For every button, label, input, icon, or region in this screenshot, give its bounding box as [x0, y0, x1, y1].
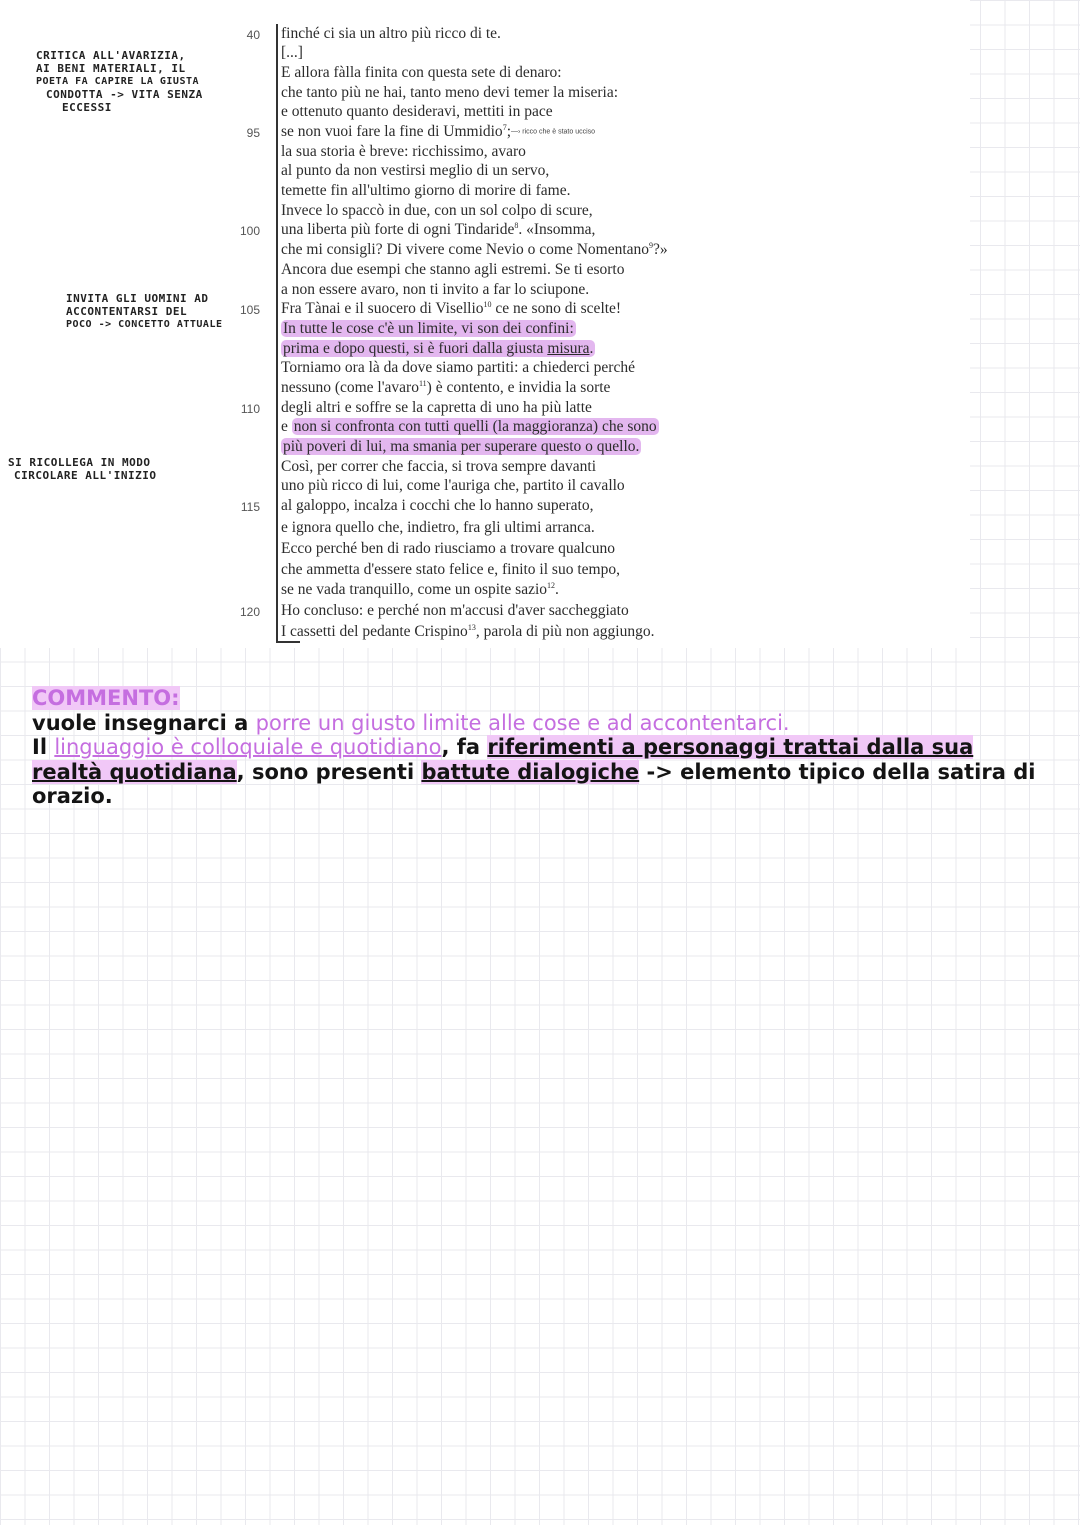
comment-text: -> elemento tipico della satira di — [639, 759, 1036, 784]
verse-line — [281, 378, 610, 398]
verse-bracket — [276, 200, 278, 642]
verse-line — [281, 437, 641, 457]
comment-heading — [32, 686, 1042, 711]
verse-line — [281, 122, 595, 142]
comment-line — [32, 760, 1042, 785]
note-line: POCO -> CONCETTO ATTUALE — [66, 319, 223, 330]
verse-line: che tanto più ne hai, tanto meno devi temer la miseria: — [281, 84, 619, 101]
verse-text: nessuno (come l'avaro — [281, 379, 419, 396]
note-line: CIRCOLARE ALL'INIZIO — [14, 469, 157, 482]
footnote-ref: 12 — [547, 580, 556, 590]
comment-block — [32, 686, 1042, 809]
comment-line — [32, 711, 1042, 736]
note-line: ACCONTENTARSI DEL — [66, 305, 188, 318]
verse-text: e — [281, 418, 292, 435]
verse-line — [281, 339, 595, 359]
highlighted-text — [281, 340, 595, 357]
footnote-ref: 8 — [514, 220, 519, 230]
verse-line: Ancora due esempi che stanno agli estremi. Se ti esorto — [281, 261, 625, 278]
comment-text: , fa — [441, 735, 488, 759]
note-line: CRITICA ALL'AVARIZIA, — [36, 49, 186, 62]
comment-highlight: realtà quotidiana — [32, 759, 237, 784]
margin-note-accontentarsi — [66, 292, 223, 331]
verse-line: E allora fàlla finita con questa sete di denaro: — [281, 64, 562, 81]
comment-text: vuole insegnarci a — [32, 710, 256, 735]
line-number: 120 — [239, 605, 260, 619]
underlined-word: misura — [547, 340, 590, 357]
verse-line: al galoppo, incalza i cocchi che lo hanno superato, — [281, 497, 594, 514]
note-line: POETA FA CAPIRE LA GIUSTA — [36, 76, 200, 87]
verse-text: . — [555, 581, 559, 598]
verse-text: ?» — [653, 241, 668, 258]
line-number: 40 — [246, 28, 260, 42]
handwritten-mini-note: —› ricco che è stato ucciso — [511, 128, 596, 136]
verse-line — [281, 417, 659, 437]
verse-line — [281, 622, 654, 642]
comment-text: , sono presenti — [236, 759, 422, 784]
verse-line: degli altri e soffre se la capretta di uno ha più latte — [281, 399, 592, 416]
highlighted-text: non si confronta con tutti quelli (la maggioranza) che sono — [293, 418, 657, 435]
verse-line: Ecco perché ben di rado riusciamo a trovare qualcuno — [281, 540, 615, 557]
line-number: 115 — [240, 500, 260, 514]
footnote-ref: 13 — [467, 622, 476, 632]
verse-text: ; — [506, 123, 511, 140]
verse-line: finché ci sia un altro più ricco di te. — [281, 25, 501, 42]
margin-note-circolare — [8, 456, 156, 482]
line-number: 95 — [246, 126, 260, 140]
footnote-ref: 11 — [418, 378, 427, 388]
verse-line: e ottenuto quanto desideravi, mettiti in pace — [281, 103, 553, 120]
verse-line: la sua storia è breve: ricchissimo, avaro — [281, 143, 526, 160]
verse-text: se non vuoi fare la fine di Ummidio — [281, 123, 503, 140]
comment-line — [32, 735, 1042, 760]
verse-line: [...] — [281, 44, 303, 61]
verse-line: Invece lo spaccò in due, con un sol colpo di scure, — [281, 202, 593, 219]
note-line: CONDOTTA -> VITA SENZA — [46, 88, 203, 101]
verse-text: prima e dopo questi, si è fuori dalla giusta — [283, 340, 548, 357]
note-line: INVITA GLI UOMINI AD — [66, 292, 209, 305]
verse-line — [281, 580, 559, 600]
verse-text: I cassetti del pedante Crispino — [281, 623, 468, 640]
verse-line: Torniamo ora là da dove siamo partiti: a chiederci perché — [281, 359, 635, 376]
verse-text: ) è contento, e invidia la sorte — [426, 379, 611, 396]
verse-text: se ne vada tranquillo, come un ospite sazio — [281, 581, 548, 598]
highlighted-text: più poveri di lui, ma smania per superare questo o quello. — [283, 438, 640, 455]
verse-text: che mi consigli? Di vivere come Nevio o come Nomentano — [281, 241, 650, 258]
verse-line — [281, 299, 621, 319]
verse-line: al punto da non vestirsi meglio di un servo, — [281, 162, 550, 179]
verse-line — [281, 240, 668, 260]
verse-text: . «Insomma, — [518, 221, 596, 238]
verse-line — [281, 220, 595, 240]
comment-text: Il — [32, 735, 55, 759]
note-line: ECCESSI — [62, 101, 112, 114]
comment-highlight: linguaggio è colloquiale e quotidiano — [54, 735, 442, 759]
comment-text: orazio. — [32, 784, 113, 808]
verse-line: Così, per correr che faccia, si trova sempre davanti — [281, 458, 597, 475]
verse-line: Ho concluso: e perché non m'accusi d'aver saccheggiato — [281, 602, 629, 619]
highlighted-text: In tutte le cose c'è un limite, vi son dei confini: — [283, 320, 574, 337]
footnote-ref: 9 — [649, 240, 654, 250]
verse-line: temette fin all'ultimo giorno di morire di fame. — [281, 182, 571, 199]
line-number: 110 — [240, 402, 260, 416]
footnote-ref: 7 — [502, 122, 507, 132]
verse-line: che ammetta d'essere stato felice e, finito il suo tempo, — [281, 561, 620, 578]
footnote-ref: 10 — [483, 299, 492, 309]
verse-text: Fra Tànai e il suocero di Visellio — [281, 300, 484, 317]
note-line: AI BENI MATERIALI, IL — [36, 62, 186, 75]
comment-heading-text: COMMENTO: — [32, 686, 180, 710]
verse-line: a non essere avaro, non ti invito a far lo sciupone. — [281, 281, 590, 298]
note-line: SI RICOLLEGA IN MODO — [8, 456, 151, 469]
verse-bracket — [276, 24, 278, 200]
verse-line: uno più ricco di lui, come l'auriga che, partito il cavallo — [281, 477, 625, 494]
line-number: 100 — [239, 224, 260, 238]
comment-line — [32, 784, 1042, 809]
line-number: 105 — [239, 303, 260, 317]
verse-line: e ignora quello che, indietro, fra gli ultimi arranca. — [281, 519, 595, 536]
verse-line — [281, 319, 576, 339]
verse-text: ce ne sono di scelte! — [491, 300, 622, 317]
verse-text: una liberta più forte di ogni Tindaride — [281, 221, 515, 238]
margin-note-avarizia — [36, 49, 203, 114]
verse-text: . — [589, 340, 594, 357]
verse-text: , parola di più non aggiungo. — [475, 623, 655, 640]
comment-highlight: battute dialogiche — [421, 759, 640, 784]
comment-highlight: riferimenti a personaggi trattai dalla sua — [487, 735, 974, 759]
comment-highlight: porre un giusto limite alle cose e ad accontentarci. — [255, 710, 790, 735]
